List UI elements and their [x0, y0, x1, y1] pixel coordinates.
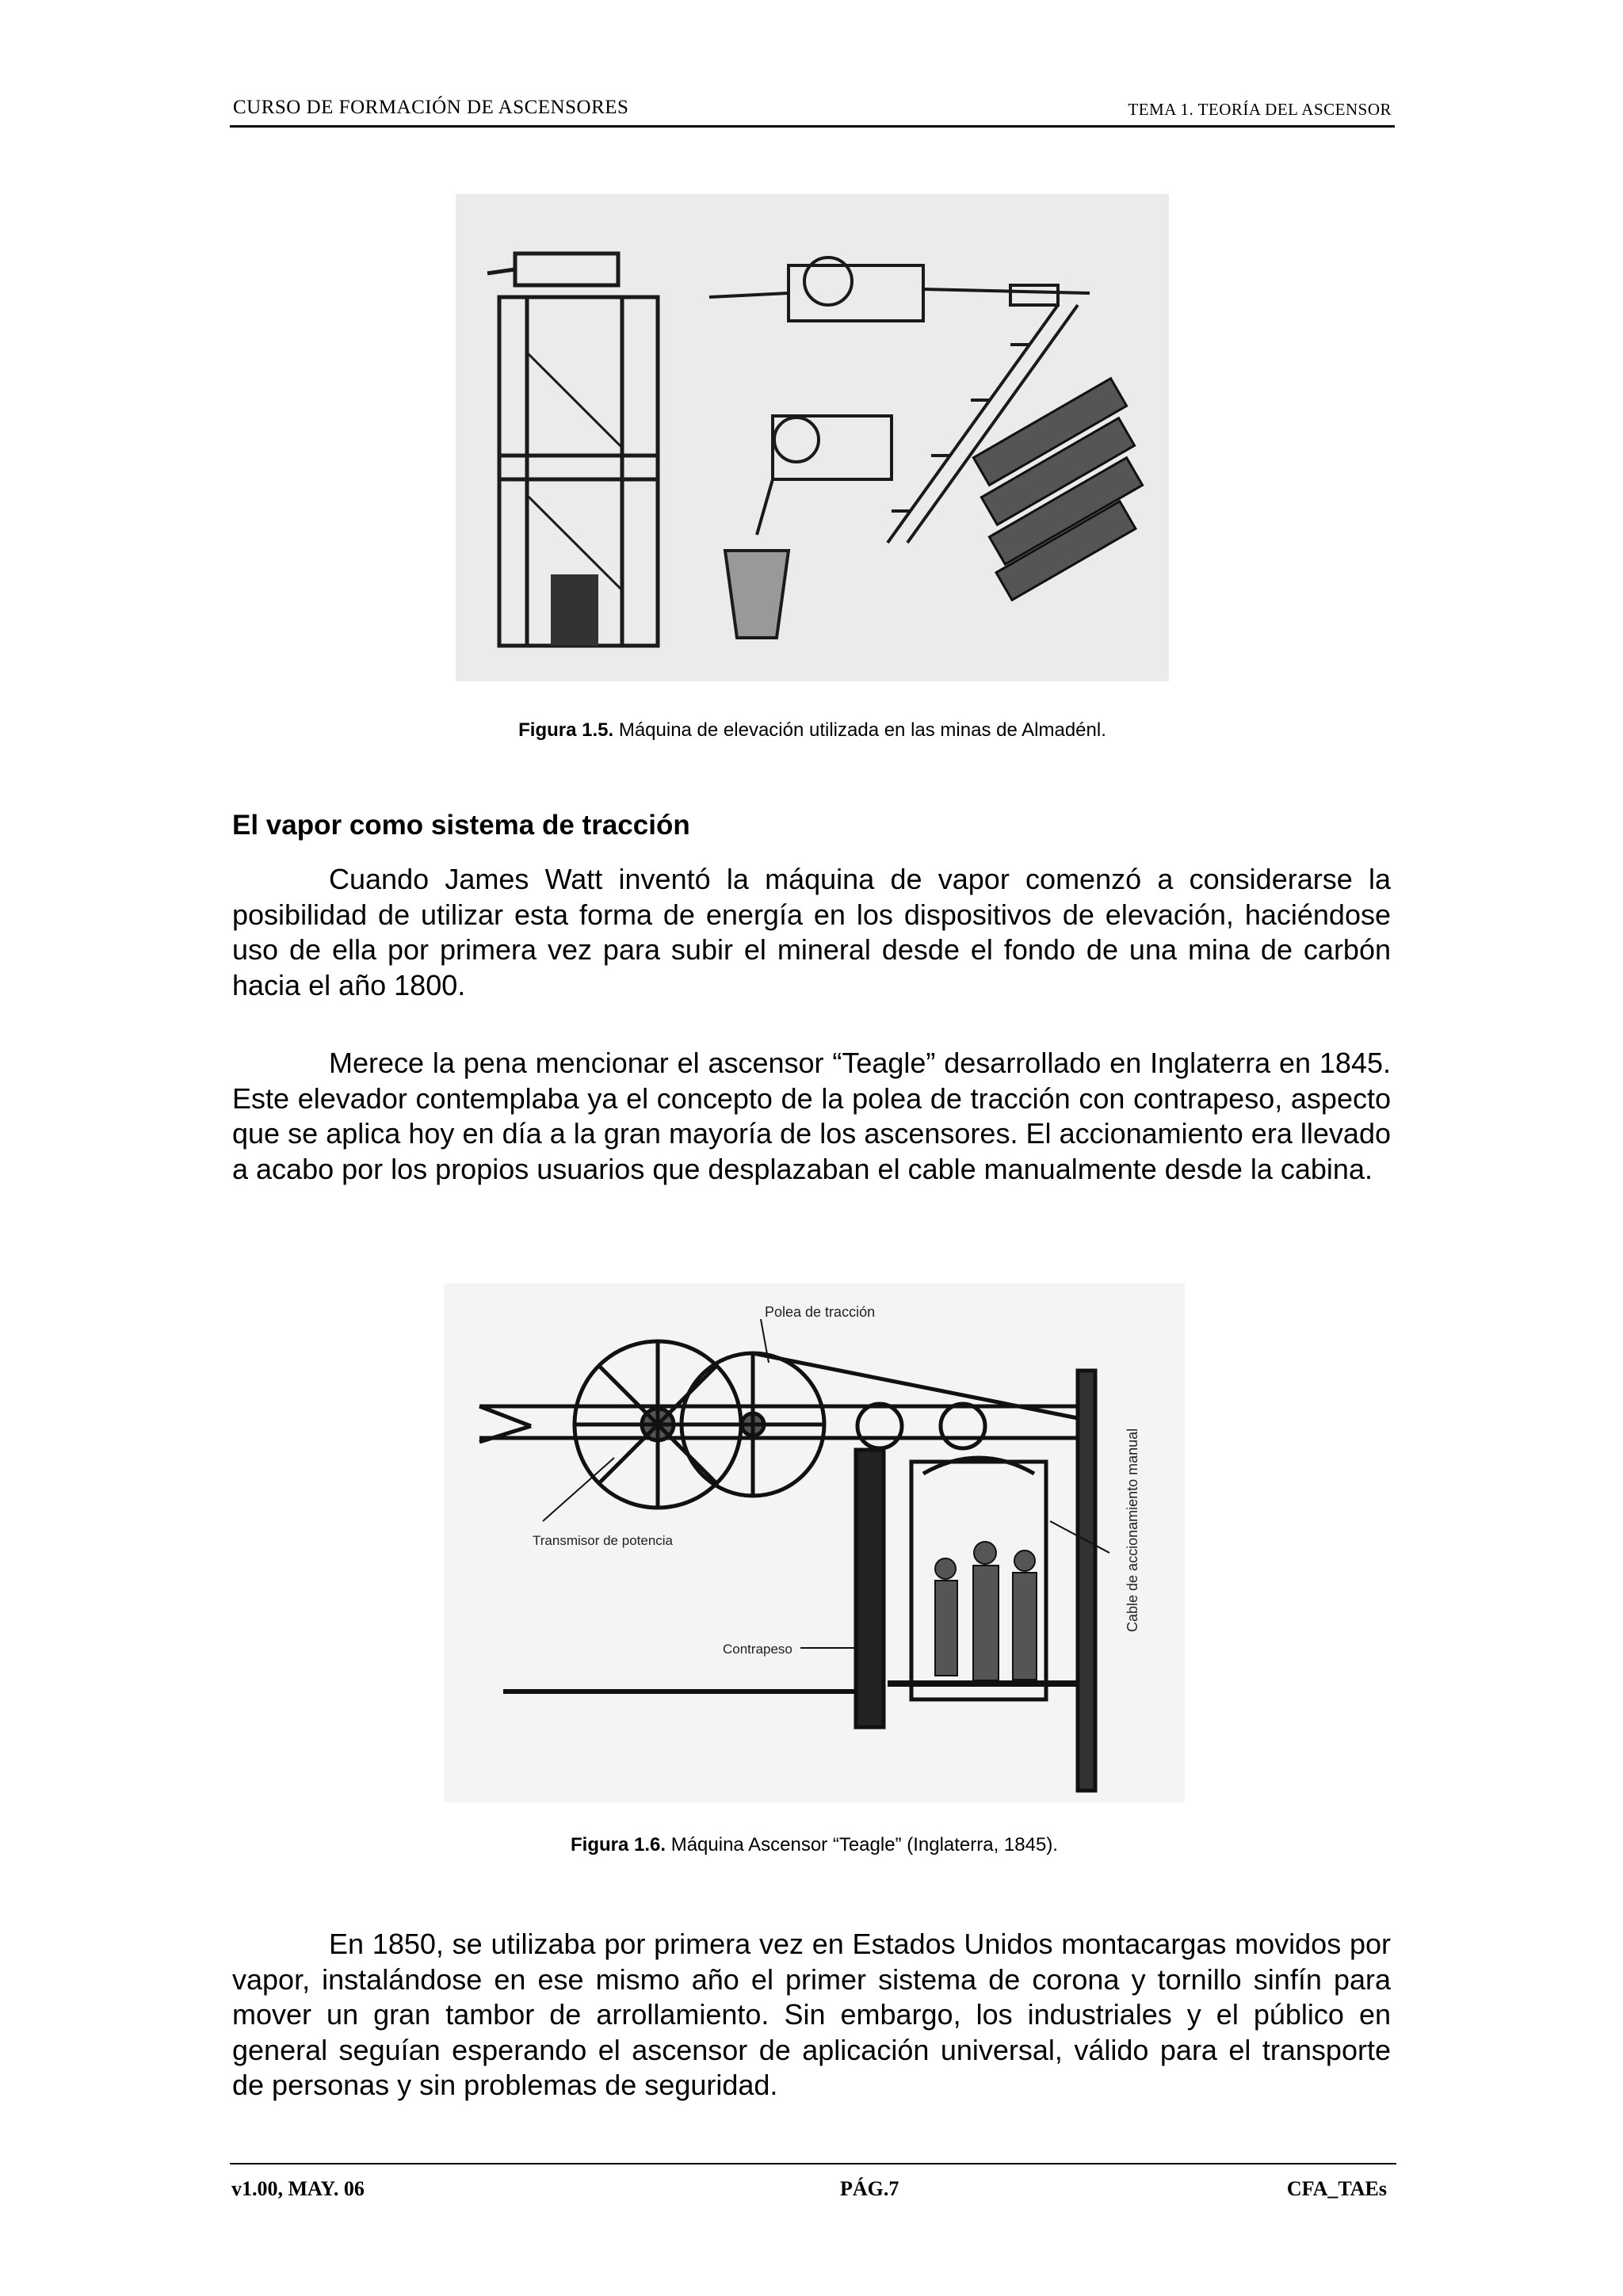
header-course-title: CURSO DE FORMACIÓN DE ASCENSORES [233, 97, 629, 118]
figure-1-6-text: Máquina Ascensor “Teagle” (Inglaterra, 1845). [666, 1834, 1058, 1855]
label-cable: Cable de accionamiento manual [1125, 1428, 1140, 1632]
figure-1-6-caption [444, 1834, 1185, 1856]
label-polea: Polea de tracción [765, 1304, 876, 1320]
paragraph-teagle: Merece la pena mencionar el ascensor “Teagle” desarrollado en Inglaterra en 1845. Este elevador contemplaba ya el concepto de la polea de tracción con contrapeso, aspecto que se aplica hoy en día a la gran mayoría de los ascensores. El accionamiento era llevado a acabo por los propios usuarios que desplazaban el cable manualmente desde la cabina. [232, 1047, 1391, 1185]
paragraph-watt: Cuando James Watt inventó la máquina de vapor comenzó a considerarse la posibilidad de utilizar esta forma de energía en los dispositivos de elevación, haciéndose uso de ella por primera vez para subir el mineral desde el fondo de una mina de carbón hacia el año 1800. [232, 863, 1391, 1001]
footer-version: v1.00, MAY. 06 [231, 2177, 365, 2200]
mining-machine-illustration [456, 194, 1169, 681]
header-topic-title: TEMA 1. TEORÍA DEL ASCENSOR [1128, 100, 1392, 119]
figure-1-6-label: Figura 1.6. [571, 1834, 666, 1855]
section-heading: El vapor como sistema de tracción [232, 810, 690, 841]
page-header [230, 93, 1395, 128]
figure-mining-lift-machine [456, 194, 1169, 681]
teagle-lift-illustration [444, 1283, 1185, 1802]
footer-page-number: PÁG.7 [840, 2177, 899, 2200]
figure-teagle-lift [444, 1283, 1185, 1802]
figure-1-5-caption [456, 719, 1169, 742]
paragraph-1850: En 1850, se utilizaba por primera vez en Estados Unidos montacargas movidos por vapor, instalándose en ese mismo año el primer sistema de corona y tornillo sinfín para mover un gran tambor de arrollamiento. Sin embargo, los industriales y el público en general seguían esperando el ascensor de aplicación universal, válido para el transporte de personas y sin problemas de seguridad. [232, 1928, 1391, 2101]
page-footer [230, 2163, 1396, 2204]
footer-code: CFA_TAEs [1286, 2177, 1387, 2200]
label-contrapeso: Contrapeso [723, 1642, 792, 1657]
label-transmisor: Transmisor de potencia [533, 1533, 674, 1548]
figure-1-5-label: Figura 1.5. [518, 719, 614, 741]
figure-1-5-text: Máquina de elevación utilizada en las minas de Almadénl. [613, 719, 1106, 741]
